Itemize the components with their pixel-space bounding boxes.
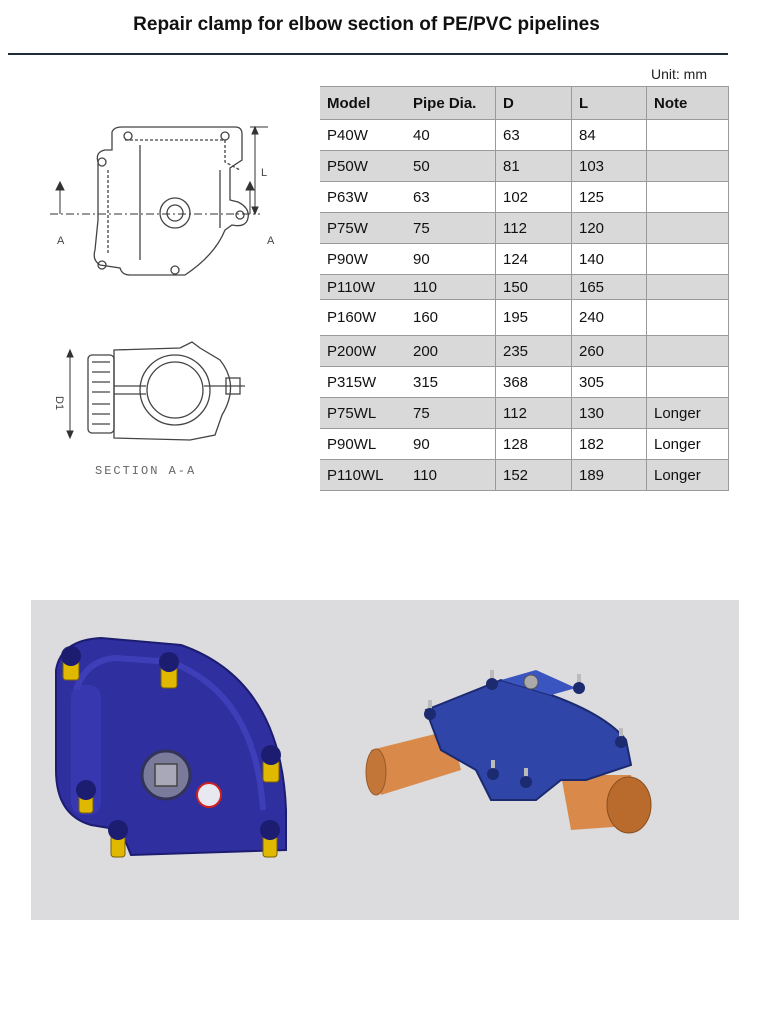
table-row <box>320 398 729 429</box>
cell-note: Longer <box>647 460 729 491</box>
section-line <box>50 182 260 214</box>
header-l: L <box>572 87 647 120</box>
cell-l: 84 <box>572 120 647 151</box>
cell-pipe-dia: 110 <box>406 275 496 300</box>
cell-d: 81 <box>496 151 572 182</box>
cell-pipe-dia: 315 <box>406 367 496 398</box>
header-d: D <box>496 87 572 120</box>
cell-l: 189 <box>572 460 647 491</box>
table-row <box>320 151 729 182</box>
cell-d: 235 <box>496 336 572 367</box>
cell-d: 124 <box>496 244 572 275</box>
cell-note: Longer <box>647 429 729 460</box>
cell-l: 182 <box>572 429 647 460</box>
cell-l: 130 <box>572 398 647 429</box>
header-pipe-dia: Pipe Dia. <box>406 87 496 120</box>
cell-model: P315W <box>320 367 406 398</box>
cell-pipe-dia: 160 <box>406 300 496 336</box>
cell-l: 140 <box>572 244 647 275</box>
cell-pipe-dia: 200 <box>406 336 496 367</box>
table-row <box>320 460 729 491</box>
cell-pipe-dia: 90 <box>406 244 496 275</box>
cell-model: P75WL <box>320 398 406 429</box>
cell-model: P110WL <box>320 460 406 491</box>
cell-model: P90WL <box>320 429 406 460</box>
cell-d: 368 <box>496 367 572 398</box>
cell-note <box>647 213 729 244</box>
dimension-d <box>67 350 73 438</box>
cell-note <box>647 120 729 151</box>
cell-model: P90W <box>320 244 406 275</box>
table-header-row <box>320 87 729 120</box>
cell-d: 150 <box>496 275 572 300</box>
cell-l: 120 <box>572 213 647 244</box>
cell-l: 260 <box>572 336 647 367</box>
cell-d: 102 <box>496 182 572 213</box>
table-row <box>320 275 729 300</box>
cell-pipe-dia: 75 <box>406 213 496 244</box>
cell-model: P75W <box>320 213 406 244</box>
table-row <box>320 182 729 213</box>
section-view <box>88 342 245 440</box>
table-row <box>320 336 729 367</box>
cell-model: P40W <box>320 120 406 151</box>
table-row <box>320 213 729 244</box>
cell-note <box>647 244 729 275</box>
header-note: Note <box>647 87 729 120</box>
cell-pipe-dia: 90 <box>406 429 496 460</box>
cell-pipe-dia: 75 <box>406 398 496 429</box>
cell-note: Longer <box>647 398 729 429</box>
table-row <box>320 367 729 398</box>
cell-l: 165 <box>572 275 647 300</box>
table-row <box>320 429 729 460</box>
cell-d: 112 <box>496 398 572 429</box>
cell-note <box>647 367 729 398</box>
header-model: Model <box>320 87 406 120</box>
cell-d: 63 <box>496 120 572 151</box>
cell-model: P200W <box>320 336 406 367</box>
cell-pipe-dia: 40 <box>406 120 496 151</box>
cell-d: 195 <box>496 300 572 336</box>
product-illustration <box>31 600 739 920</box>
cell-note <box>647 300 729 336</box>
spec-table <box>320 86 729 491</box>
cell-pipe-dia: 110 <box>406 460 496 491</box>
unit-label: Unit: mm <box>651 66 707 82</box>
cell-model: P63W <box>320 182 406 213</box>
cell-pipe-dia: 63 <box>406 182 496 213</box>
page-title: Repair clamp for elbow section of PE/PVC pipelines <box>133 14 600 35</box>
cell-model: P160W <box>320 300 406 336</box>
top-view <box>94 127 248 275</box>
cell-note <box>647 336 729 367</box>
technical-drawing <box>40 110 290 490</box>
cell-l: 305 <box>572 367 647 398</box>
table-row <box>320 244 729 275</box>
elbow-clamp-closeup <box>56 638 286 857</box>
cell-note <box>647 182 729 213</box>
cell-d: 152 <box>496 460 572 491</box>
cell-model: P110W <box>320 275 406 300</box>
installed-clamp <box>366 670 651 833</box>
cell-l: 103 <box>572 151 647 182</box>
cell-d: 128 <box>496 429 572 460</box>
section-caption: SECTION A-A <box>95 464 197 478</box>
cell-pipe-dia: 50 <box>406 151 496 182</box>
cell-d: 112 <box>496 213 572 244</box>
section-label-right: A <box>267 235 275 247</box>
cell-l: 240 <box>572 300 647 336</box>
section-label-left: A <box>57 235 65 247</box>
cell-model: P50W <box>320 151 406 182</box>
dimension-l-label: L <box>261 167 268 179</box>
cell-note <box>647 275 729 300</box>
product-photo-panel <box>31 600 739 920</box>
title-divider <box>8 53 728 55</box>
table-row <box>320 120 729 151</box>
dimension-d-label: D1 <box>53 396 65 411</box>
cell-l: 125 <box>572 182 647 213</box>
cell-note <box>647 151 729 182</box>
table-row <box>320 300 729 336</box>
